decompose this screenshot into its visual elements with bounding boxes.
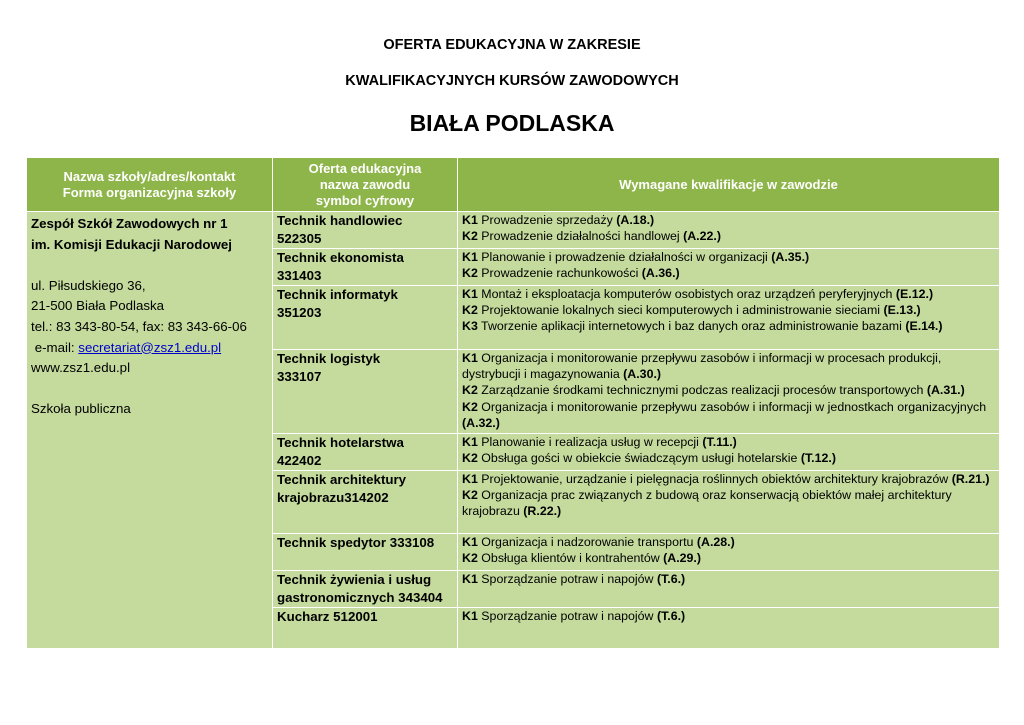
qualification-symbol: (A.28.) (696, 535, 735, 549)
table-header-row (27, 158, 1000, 212)
header-school-line: Nazwa szkoły/adres/kontakt (63, 168, 236, 184)
profession-line: Technik ekonomista (277, 250, 404, 265)
profession-line: Technik żywienia i usług (277, 572, 432, 587)
qualification-code: K1 (462, 213, 478, 227)
profession-cell (273, 534, 458, 571)
profession-line: 422402 (277, 453, 322, 468)
qualification-item (462, 382, 999, 398)
qualification-text: Projektowanie, urządzanie i pielęgnacja roślinnych obiektów architektury krajobrazów (477, 472, 952, 486)
profession-line: Technik hotelarstwa (277, 435, 404, 450)
offer-table (26, 157, 1000, 649)
qualification-code: K1 (462, 351, 478, 365)
qualifications-cell (458, 286, 1000, 350)
qualification-symbol: (R.22.) (523, 504, 562, 519)
qualification-symbol: (T.11.) (702, 435, 737, 449)
qualification-item (462, 350, 999, 382)
qualification-symbol: (E.13.) (883, 303, 921, 318)
qualifications-cell (458, 471, 1000, 534)
qualification-symbol: (A.32.) (462, 415, 500, 430)
school-info-cell (27, 212, 273, 649)
qualification-code: K1 (462, 472, 478, 486)
profession-line: Technik logistyk (277, 351, 381, 366)
school-phone: tel.: 83 343-80-54, fax: 83 343-66-06 (31, 318, 247, 334)
qualification-symbol: (R.21.) (951, 472, 990, 486)
qualification-code: K2 (462, 399, 478, 414)
header-school (27, 158, 273, 212)
email-link[interactable]: secretariat@zsz1.edu.pl (78, 339, 222, 355)
qualification-item (462, 571, 999, 587)
qualification-code: K2 (462, 488, 478, 503)
profession-line: Kucharz 512001 (277, 609, 378, 624)
qualification-symbol: (E.14.) (905, 319, 943, 334)
qualification-text: Organizacja i monitorowanie przepływu zasobów i informacji w procesach produkcji, dystrybucji i magazynowania (462, 351, 942, 382)
profession-cell (273, 249, 458, 286)
profession-cell (273, 434, 458, 471)
qualification-item (462, 228, 999, 244)
qualification-text: Sporządzanie potraw i napojów (477, 609, 657, 623)
qualification-code: K1 (462, 287, 478, 301)
qualification-text: Organizacja prac związanych z budową oraz konserwacją obiektów małej architektury krajobrazu (462, 488, 952, 519)
header-school-line: Forma organizacyjna szkoły (62, 184, 237, 200)
header-offer-line: symbol cyfrowy (315, 192, 415, 208)
qualification-item (462, 550, 999, 566)
profession-line: gastronomicznych 343404 (277, 590, 443, 605)
qualification-item (462, 608, 999, 624)
qualification-code: K1 (462, 572, 478, 586)
qualification-code: K1 (462, 435, 478, 449)
profession-cell (273, 212, 458, 249)
qualification-symbol: (T.12.) (800, 451, 836, 466)
qualification-symbol: (A.35.) (771, 250, 810, 264)
qualification-symbol: (T.6.) (656, 572, 686, 586)
profession-cell (273, 350, 458, 434)
qualification-code: K3 (462, 319, 478, 334)
school-email-line (31, 338, 268, 359)
qualification-text: Organizacja i nadzorowanie transportu (477, 535, 697, 549)
profession-line: 333107 (277, 369, 322, 384)
profession-cell (273, 471, 458, 534)
qualification-item (462, 302, 999, 318)
profession-cell (273, 608, 458, 649)
qualification-text: Projektowanie lokalnych sieci komputerowych i administrowanie sieciami (477, 303, 884, 318)
profession-line: Technik informatyk (277, 287, 398, 302)
qualification-symbol: (A.18.) (616, 213, 655, 227)
profession-cell (273, 571, 458, 608)
qualification-symbol: (A.31.) (926, 383, 965, 398)
profession-line: Technik handlowiec (277, 213, 403, 228)
qualification-item (462, 212, 999, 228)
profession-line: krajobrazu314202 (277, 490, 389, 505)
qualification-symbol: (T.6.) (656, 609, 686, 623)
school-city: 21-500 Biała Podlaska (31, 298, 165, 314)
qualification-item (462, 471, 999, 487)
qualification-text: Prowadzenie działalności handlowej (477, 229, 684, 244)
school-name-line-2: im. Komisji Edukacji Narodowej (31, 236, 232, 252)
profession-line: Technik spedytor 333108 (277, 535, 435, 550)
qualification-item (462, 249, 999, 265)
qualification-text: Planowanie i prowadzenie działalności w organizacji (477, 250, 772, 264)
qualifications-cell (458, 350, 1000, 434)
profession-line: 522305 (277, 231, 322, 246)
qualification-text: Montaż i eksploatacja komputerów osobistych oraz urządzeń peryferyjnych (477, 287, 896, 301)
qualification-text: Obsługa gości w obiekcie świadczącym usługi hotelarskie (477, 451, 801, 466)
header-offer-line: Oferta edukacyjna (308, 160, 422, 176)
qualification-symbol: (A.22.) (683, 229, 721, 244)
school-form: Szkoła publiczna (31, 401, 131, 417)
qualification-code: K2 (462, 266, 478, 281)
qualifications-cell (458, 571, 1000, 608)
header-offer-line: nazwa zawodu (319, 176, 411, 192)
qualification-symbol: (E.12.) (895, 287, 934, 301)
qualifications-cell (458, 608, 1000, 649)
qualification-text: Prowadzenie rachunkowości (477, 266, 642, 281)
qualification-text: Planowanie i realizacja usług w recepcji (477, 435, 703, 449)
qualification-code: K2 (462, 229, 478, 244)
header-offer (273, 158, 458, 212)
qualification-symbol: (A.30.) (623, 367, 662, 382)
title-line-1: OFERTA EDUKACYJNA W ZAKRESIE (383, 37, 641, 53)
school-street: ul. Piłsudskiego 36, (31, 277, 146, 293)
qualification-code: K2 (462, 383, 478, 398)
table-row (27, 212, 1000, 249)
qualification-text: Tworzenie aplikacji internetowych i baz danych oraz administrowanie bazami (477, 319, 906, 334)
qualification-code: K2 (462, 451, 478, 466)
qualification-item (462, 534, 999, 550)
qualification-item (462, 450, 999, 466)
qualification-item (462, 265, 999, 281)
header-qualifications: Wymagane kwalifikacje w zawodzie (458, 158, 1000, 212)
qualifications-cell (458, 249, 1000, 286)
title-city: BIAŁA PODLASKA (409, 110, 615, 136)
qualification-code: K1 (462, 609, 478, 623)
table-body (27, 212, 1000, 649)
profession-cell (273, 286, 458, 350)
qualification-code: K1 (462, 250, 478, 264)
qualification-code: K2 (462, 551, 478, 566)
email-label: e-mail: (31, 339, 79, 355)
school-website[interactable]: www.zsz1.edu.pl (31, 360, 131, 376)
qualification-text: Organizacja i monitorowanie przepływu zasobów i informacji w jednostkach organizacyjnych (477, 399, 987, 414)
qualification-text: Zarządzanie środkami technicznymi podczas realizacji procesów transportowych (477, 383, 927, 398)
qualification-item (462, 487, 999, 519)
qualification-text: Obsługa klientów i kontrahentów (477, 551, 664, 566)
qualification-symbol: (A.29.) (663, 551, 701, 566)
qualification-text: Prowadzenie sprzedaży (477, 213, 617, 227)
qualifications-cell (458, 212, 1000, 249)
qualification-text: Sporządzanie potraw i napojów (477, 572, 657, 586)
title-line-2: KWALIFIKACYJNYCH KURSÓW ZAWODOWYCH (345, 73, 679, 89)
qualifications-cell (458, 534, 1000, 571)
profession-line: Technik architektury (277, 472, 407, 487)
qualification-item (462, 399, 999, 431)
qualification-item (462, 286, 999, 302)
qualification-item (462, 318, 999, 334)
profession-line: 351203 (277, 305, 322, 320)
qualification-code: K1 (462, 535, 478, 549)
profession-line: 331403 (277, 268, 322, 283)
qualification-code: K2 (462, 303, 478, 318)
school-name-line-1: Zespół Szkół Zawodowych nr 1 (31, 216, 228, 231)
qualification-item (462, 434, 999, 450)
qualification-symbol: (A.36.) (641, 266, 680, 281)
qualifications-cell (458, 434, 1000, 471)
